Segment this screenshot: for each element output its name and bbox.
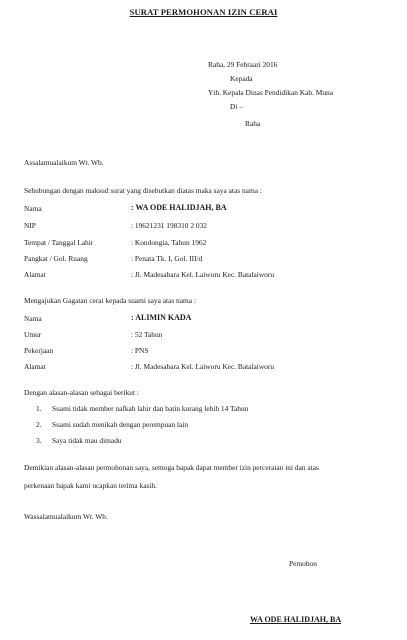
city: Raha: [245, 119, 261, 128]
applicant-name-value: : WA ODE HALIDJAH, BA: [131, 203, 227, 212]
applicant-name-label: Nama: [24, 204, 42, 213]
reason-text: Suami sudah menikah dengan perempuan lain: [52, 420, 189, 429]
di-label: Di –: [230, 102, 243, 111]
applicant-rank-label: Pangkat / Gol. Ruang: [24, 254, 88, 263]
spouse-name-label: Nama: [24, 314, 42, 323]
applicant-birth-value: : Kondongia, Tahun 1962: [131, 238, 207, 247]
spouse-job-value: : PNS: [131, 346, 149, 355]
spouse-address-label: Alamat: [24, 362, 46, 371]
reason-number: 3.: [36, 436, 42, 445]
kepada-label: Kepada: [230, 74, 253, 83]
spouse-job-label: Pekerjaan: [24, 346, 54, 355]
addressee: Yth. Kepala Dinas Pendidikan Kab. Muna: [208, 88, 333, 97]
reasons-intro: Dengan alasan-alasan sebagai berikut :: [24, 388, 139, 397]
reason-text: Saya tidak mau dimadu: [52, 436, 122, 445]
applicant-rank-value: : Penata Tk. I, Gol. III/d: [131, 254, 203, 263]
reason-number: 1.: [36, 404, 42, 413]
letter-title: SURAT PERMOHONAN IZIN CERAI: [129, 7, 278, 17]
applicant-address-value: : Jl. Madesabara Kel. Laiworu Kec. Batalaiworu: [131, 270, 275, 279]
closing-paragraph-line-2: perkenaan bapak kami ucapkan terima kasih.: [24, 481, 157, 490]
spouse-address-value: : Jl. Madesabara Kel. Laiworu Kec. Batalaiworu: [131, 362, 275, 371]
filing-paragraph: Mengajukan Gagatan cerai kepada suami saya atas nama :: [24, 296, 196, 305]
applicant-nip-label: NIP: [24, 221, 36, 230]
spouse-age-value: : 52 Tahun: [131, 330, 163, 339]
greeting: Assalamualaikum Wr. Wb.: [24, 158, 104, 167]
date-place: Raha, 29 Febraari 2016: [208, 60, 278, 69]
reason-number: 2.: [36, 420, 42, 429]
applicant-birth-label: Tempat / Tanggal Lahir: [24, 238, 94, 247]
spouse-age-label: Umur: [24, 330, 42, 339]
farewell: Wassalamualaikum Wr. Wb.: [24, 512, 108, 521]
signoff-label: Pemohon: [289, 559, 317, 568]
spouse-name-value: : ALIMIN KADA: [131, 313, 192, 322]
closing-paragraph-line-1: Demikian alasan-alasan permohonan saya, semoga bapak dapat member izin perceraian ini dan atas: [24, 463, 319, 472]
intro-paragraph: Sehubungan dengan maksud surat yang disebutkan diatas maka saya atas nama :: [24, 186, 262, 195]
signature-name: WA ODE HALIDJAH, BA: [250, 615, 342, 624]
reason-text: Suami tidak member nafkah lahir dan batin kurang lebih 14 Tahun: [52, 404, 249, 413]
applicant-nip-value: : 19621231 198310 2 032: [131, 221, 207, 230]
applicant-address-label: Alamat: [24, 270, 46, 279]
